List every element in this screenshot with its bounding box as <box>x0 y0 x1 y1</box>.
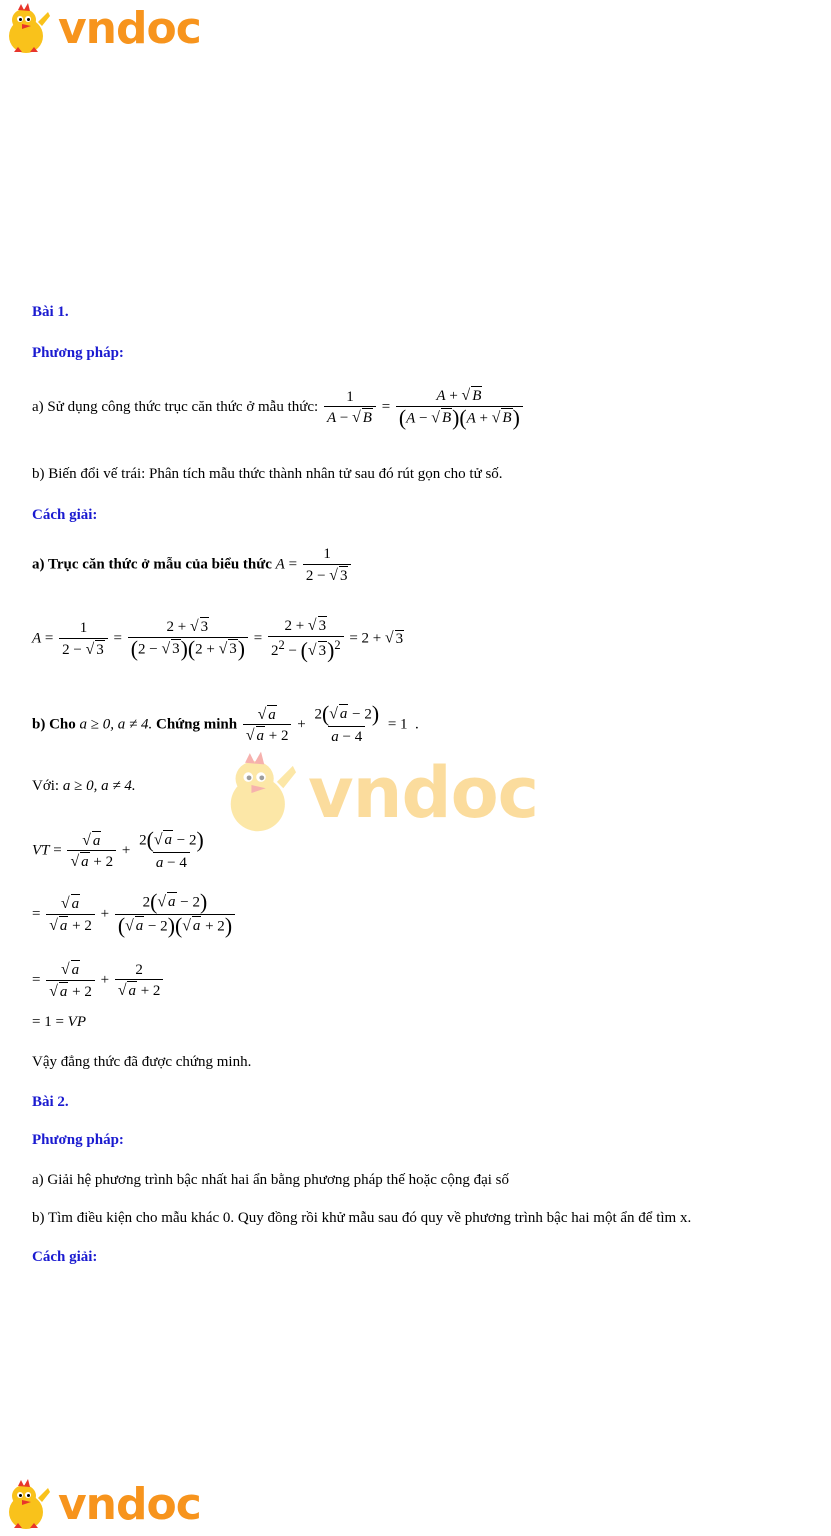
part-b-condition: a ≥ 0, a ≠ 4. <box>79 716 153 733</box>
bai2-solution-heading: Cách giải: <box>32 1249 98 1265</box>
brand-wordmark: vndoc <box>58 3 201 54</box>
bai2-title: Bài 2. <box>32 1094 69 1110</box>
part-b-prefix: b) Cho <box>32 716 76 733</box>
chick-mascot-icon <box>4 2 52 56</box>
bai2-method-b: b) Tìm điều kiện cho mẫu khác 0. Quy đồng rồi khử mẫu sau đó quy về phương trình bậc hai một ẩn để tìm x. <box>32 1210 692 1226</box>
header-logo <box>4 2 201 56</box>
bai1-conclusion: Vậy đẳng thức đã được chứng minh. <box>32 1054 252 1070</box>
bai1-with-condition <box>32 778 136 795</box>
bai1-part-a-work: A = $\frac{1}{2 - √ 3}$ = $\frac{2 + √ 3}{(2 - √ 3)(2 + √ 3)}$ = $\frac{2 + √ 3}{2^2 - (√ 3)^2}$ = 2 + √ 3 <box>32 617 404 663</box>
formula-rationalize: $\frac{1}{A - √ B}$ <box>324 388 376 429</box>
bai1-solution-heading: Cách giải: <box>32 507 98 523</box>
with-label: Với: <box>32 778 60 794</box>
with-condition: a ≥ 0, a ≠ 4. <box>62 778 136 794</box>
bai1-method-a: a) Sử dụng công thức trục căn thức ở mẫu thức: $\frac{1}{A - √ B}$ = $\frac{A + √ B}{(A - √ B)(A + √ B)}$ <box>32 386 525 430</box>
bai1-title: Bài 1. <box>32 304 69 320</box>
bai1-part-b: b) Cho a ≥ 0, a ≠ 4. Chứng minh $\frac{√ a}{√ a + 2}$ + $\frac{2(√ a - 2)}{a - 4}$ = 1 . <box>32 702 419 745</box>
bai1-method-heading: Phương pháp: <box>32 345 124 361</box>
bai1-part-a: a) Trục căn thức ở mẫu của biểu thức A = $\frac{1}{2 - √ 3}$ <box>32 545 353 586</box>
chick-mascot-icon <box>222 750 300 836</box>
watermark-logo <box>222 750 538 836</box>
bai2-method-heading: Phương pháp: <box>32 1132 124 1148</box>
proof-step-1: VT = $\frac{√ a}{√ a + 2}$ + $\frac{2(√ a - 2)}{a - 4}$ <box>32 828 204 871</box>
brand-wordmark: vndoc <box>58 1479 201 1530</box>
proof-step-2: = $\frac{√ a}{√ a + 2}$ + $\frac{2(√ a - 2)}{(√ a - 2)(√ a + 2)}$ <box>32 892 237 938</box>
expr-A: $\frac{1}{2 - √ 3}$ <box>303 545 352 586</box>
bai1-method-b: b) Biến đổi vế trái: Phân tích mẫu thức thành nhân tử sau đó rút gọn cho tử số. <box>32 466 503 482</box>
proof-step-4: = 1 = VP <box>32 1014 86 1030</box>
part-b-verb: Chứng minh <box>155 716 238 733</box>
method-a-text: a) Sử dụng công thức trục căn thức ở mẫu thức: <box>32 399 319 416</box>
part-a-text: a) Trục căn thức ở mẫu của biểu thức <box>32 556 272 573</box>
watermark-wordmark: vndoc <box>308 752 539 834</box>
formula-rationalize-result: $\frac{A + √ B}{(A - √ B)(A + √ B)}$ <box>396 386 523 430</box>
proof-step-3: = $\frac{√ a}{√ a + 2}$ + $\frac{2}{√ a + 2}$ <box>32 960 165 1002</box>
chick-mascot-icon <box>4 1478 52 1532</box>
footer-logo <box>4 1478 201 1532</box>
bai2-method-a: a) Giải hệ phương trình bậc nhất hai ẩn bằng phương pháp thế hoặc cộng đại số <box>32 1172 509 1188</box>
